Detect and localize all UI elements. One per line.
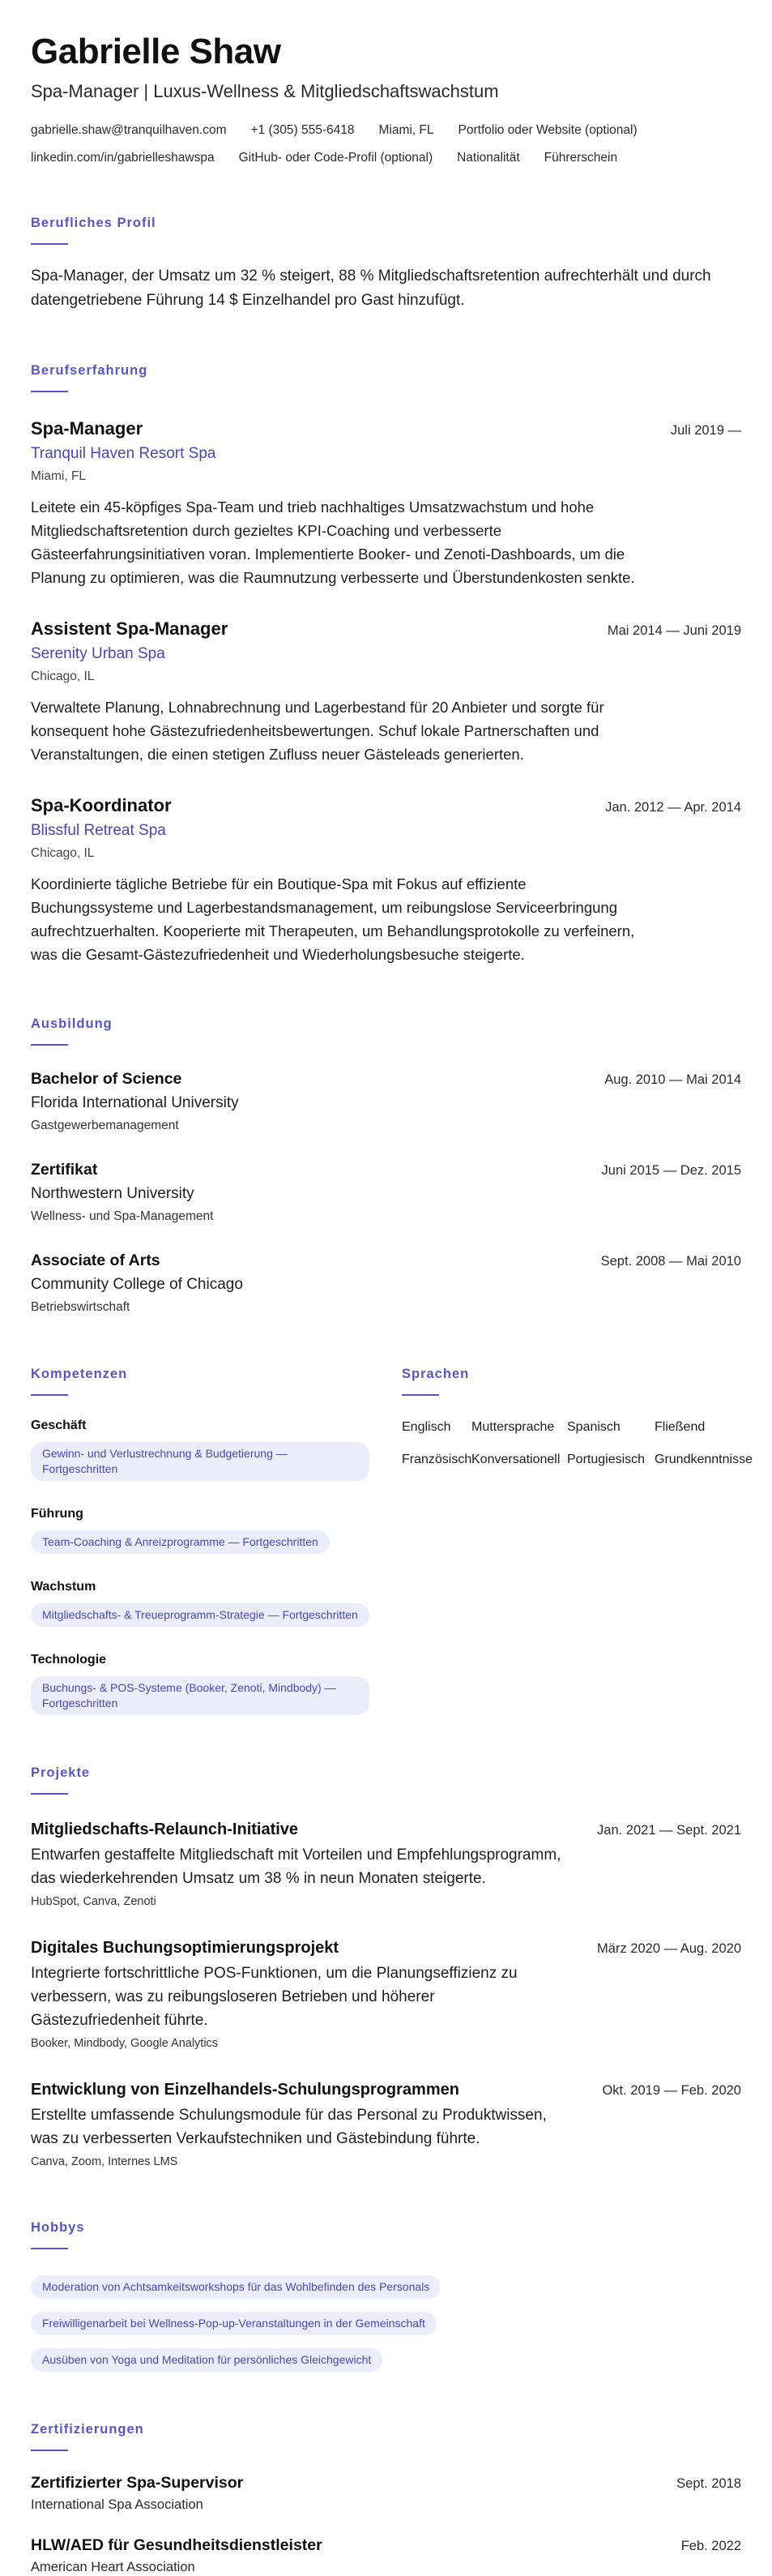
job-location: Chicago, IL <box>31 846 95 860</box>
contact-linkedin[interactable]: linkedin.com/in/gabrielleshawspa <box>31 151 215 165</box>
section-title-projects: Projekte <box>31 1765 91 1780</box>
project-entry <box>31 1819 741 1910</box>
job-entry <box>31 794 741 966</box>
language-level: Fließend <box>655 1420 706 1434</box>
education-date: Juni 2015 — Dez. 2015 <box>601 1163 741 1178</box>
job-date: Jan. 2012 — Apr. 2014 <box>605 800 741 815</box>
section-title-education: Ausbildung <box>31 1016 113 1031</box>
certification-issuer: International Spa Association <box>31 2497 203 2512</box>
job-company: Serenity Urban Spa <box>31 645 165 662</box>
candidate-headline: Spa-Manager | Luxus-Wellness & Mitgliedschaftswachstum <box>31 81 499 101</box>
language-name: Portugiesisch <box>567 1453 646 1466</box>
section-divider <box>402 1394 439 1396</box>
job-entry <box>31 417 741 589</box>
section-title-skills: Kompetenzen <box>31 1367 128 1381</box>
hobby-chip: Moderation von Achtsamkeitsworkshops für das Wohlbefinden des Personals <box>31 2275 441 2299</box>
skill-category: Technologie <box>31 1653 107 1667</box>
certification-entry <box>31 2472 741 2514</box>
certifications-section <box>31 2420 741 2576</box>
job-company: Tranquil Haven Resort Spa <box>31 445 216 462</box>
project-tech: Booker, Mindbody, Google Analytics <box>31 2037 219 2050</box>
education-date: Aug. 2010 — Mai 2014 <box>604 1072 741 1087</box>
language-name: Französisch <box>402 1453 472 1466</box>
resume-header <box>31 31 741 167</box>
contact-nationality: Nationalität <box>457 151 520 165</box>
section-title-profile: Berufliches Profil <box>31 216 156 230</box>
skill-group <box>31 1651 369 1715</box>
certification-date: Sept. 2018 <box>676 2476 741 2491</box>
project-date: Okt. 2019 — Feb. 2020 <box>602 2083 741 2098</box>
section-title-certifications: Zertifizierungen <box>31 2422 144 2437</box>
project-date: Jan. 2021 — Sept. 2021 <box>597 1823 741 1838</box>
project-description: Integrierte fortschrittliche POS-Funktionen, um die Planungseffizienz zu verbessern, was zu reibungsloseren Betrieben und höherer Gästezufriedenheit führte. <box>31 1965 518 2029</box>
education-entry <box>31 1068 741 1135</box>
hobby-chip: Ausüben von Yoga und Meditation für persönliches Gleichgewicht <box>31 2348 382 2372</box>
contact-phone[interactable]: +1 (305) 555-6418 <box>250 123 355 137</box>
profile-summary: Spa-Manager, der Umsatz um 32 % steigert, 88 % Mitgliedschaftsretention aufrechterhält und durch datengetriebene Führung 14 $ Einzelhandel pro Gast hinzufügt. <box>31 267 711 309</box>
project-description: Entwarfen gestaffelte Mitgliedschaft mit Vorteilen und Empfehlungsprogramm, das wiederkehrenden Umsatz um 38 % in neun Monaten steigerte. <box>31 1846 561 1887</box>
contact-location: Miami, FL <box>378 123 434 137</box>
hobbies-list <box>31 2264 741 2372</box>
skill-chip: Mitgliedschafts- & Treueprogramm-Strategie — Fortgeschritten <box>31 1603 369 1627</box>
section-title-languages: Sprachen <box>402 1367 470 1381</box>
education-degree: Bachelor of Science <box>31 1070 182 1088</box>
languages-section <box>402 1365 753 1715</box>
skill-chip: Gewinn- und Verlustrechnung & Budgetierung — Fortgeschritten <box>31 1442 369 1481</box>
job-entry <box>31 617 741 766</box>
section-divider <box>31 243 68 245</box>
skill-group <box>31 1578 369 1627</box>
section-divider <box>31 391 68 392</box>
skill-group <box>31 1505 369 1554</box>
certification-title: Zertifizierter Spa-Supervisor <box>31 2474 244 2492</box>
hobbies-section <box>31 2219 741 2372</box>
contact-portfolio[interactable]: Portfolio oder Website (optional) <box>458 123 638 137</box>
contact-license: Führerschein <box>544 151 618 165</box>
project-title: Mitgliedschafts-Relaunch-Initiative <box>31 1821 299 1838</box>
hobby-chip: Freiwilligenarbeit bei Wellness-Pop-up-Veranstaltungen in der Gemeinschaft <box>31 2312 437 2335</box>
certification-title: HLW/AED für Gesundheitsdienstleister <box>31 2536 322 2554</box>
project-title: Digitales Buchungsoptimierungsprojekt <box>31 1939 339 1957</box>
job-date: Juli 2019 — <box>670 423 741 438</box>
skills-section <box>31 1365 369 1715</box>
section-divider <box>31 1394 68 1396</box>
skills-languages-row <box>31 1365 753 1715</box>
section-divider <box>31 2450 68 2451</box>
contact-github[interactable]: GitHub- oder Code-Profil (optional) <box>238 151 433 165</box>
education-entry <box>31 1250 741 1316</box>
language-name: Englisch <box>402 1420 451 1434</box>
education-date: Sept. 2008 — Mai 2010 <box>600 1254 741 1269</box>
language-level: Grundkenntnisse <box>655 1453 753 1466</box>
education-field: Betriebswirtschaft <box>31 1300 130 1314</box>
project-entry <box>31 1937 741 2052</box>
job-title: Spa-Koordinator <box>31 795 172 815</box>
education-degree: Zertifikat <box>31 1161 98 1179</box>
education-school: Northwestern University <box>31 1185 194 1202</box>
language-level: Muttersprache <box>471 1420 555 1434</box>
education-field: Gastgewerbemanagement <box>31 1119 179 1132</box>
job-location: Chicago, IL <box>31 670 95 683</box>
skill-chip: Buchungs- & POS-Systeme (Booker, Zenoti, Mindbody) — Fortgeschritten <box>31 1676 369 1715</box>
projects-section <box>31 1764 741 2170</box>
job-location: Miami, FL <box>31 469 87 483</box>
certification-date: Feb. 2022 <box>680 2539 741 2553</box>
job-date: Mai 2014 — Juni 2019 <box>607 623 741 638</box>
skill-category: Führung <box>31 1507 83 1521</box>
candidate-name: Gabrielle Shaw <box>31 32 281 71</box>
section-title-hobbies: Hobbys <box>31 2220 85 2235</box>
education-section <box>31 1015 741 1316</box>
education-school: Florida International University <box>31 1094 239 1111</box>
contact-email[interactable]: gabrielle.shaw@tranquilhaven.com <box>31 123 227 137</box>
project-date: März 2020 — Aug. 2020 <box>597 1941 741 1956</box>
job-description: Koordinierte tägliche Betriebe für ein Boutique-Spa mit Fokus auf effiziente Buchungssysteme und Lagerbestandsmanagement, um reibungslose Serviceerbringung aufrechtzuerhalten. Kooperierte mit Therapeuten, um Behandlungsprotokolle zu verfeinern, was die Gesamt-Gästezufriedenheit und Wiederholungsbesuche steigerte. <box>31 875 635 963</box>
project-tech: HubSpot, Canva, Zenoti <box>31 1895 156 1908</box>
certification-issuer: American Heart Association <box>31 2560 195 2574</box>
education-entry <box>31 1159 741 1226</box>
section-divider <box>31 2248 68 2249</box>
project-tech: Canva, Zoom, Internes LMS <box>31 2155 178 2168</box>
education-school: Community College of Chicago <box>31 1276 243 1293</box>
skill-group <box>31 1417 369 1481</box>
education-degree: Associate of Arts <box>31 1252 160 1269</box>
job-title: Assistent Spa-Manager <box>31 618 228 639</box>
job-description: Leitete ein 45-köpfiges Spa-Team und trieb nachhaltiges Umsatzwachstum und hohe Mitgliedschaftsretention durch gezieltes KPI-Coaching und verbesserte Gästeerfahrungsinitiativen voran. Implementierte Booker- und Zenoti-Dashboards, um die Planung zu optimieren, was die Raumnutzung verbesserte und Überstundenkosten senkte. <box>31 499 635 586</box>
section-divider <box>31 1793 68 1795</box>
contact-list <box>31 122 741 167</box>
skill-category: Wachstum <box>31 1580 96 1594</box>
section-divider <box>31 1044 68 1046</box>
experience-section <box>31 362 741 966</box>
language-name: Spanisch <box>567 1420 621 1434</box>
languages-grid <box>402 1419 753 1469</box>
job-description: Verwaltete Planung, Lohnabrechnung und Lagerbestand für 20 Anbieter und sorgte für konsequent hohe Gästezufriedenheitsbewertungen. Schuf lokale Partnerschaften und Veranstaltungen, die einen stetigen Zufluss neuer Gästeleads generierten. <box>31 699 604 763</box>
skill-category: Geschäft <box>31 1419 87 1432</box>
profile-section <box>31 214 741 313</box>
project-description: Erstellte umfassende Schulungsmodule für das Personal zu Produktwissen, was zu verbesserten Verkaufstechniken und Gästebindung führte. <box>31 2107 547 2147</box>
education-field: Wellness- und Spa-Management <box>31 1209 214 1223</box>
project-title: Entwicklung von Einzelhandels-Schulungsprogrammen <box>31 2081 459 2099</box>
project-entry <box>31 2079 741 2170</box>
job-title: Spa-Manager <box>31 418 143 439</box>
certification-entry <box>31 2535 741 2576</box>
section-title-experience: Berufserfahrung <box>31 363 148 378</box>
skill-chip: Team-Coaching & Anreizprogramme — Fortgeschritten <box>31 1530 330 1554</box>
job-company: Blissful Retreat Spa <box>31 822 166 839</box>
language-level: Konversationell <box>471 1453 561 1466</box>
